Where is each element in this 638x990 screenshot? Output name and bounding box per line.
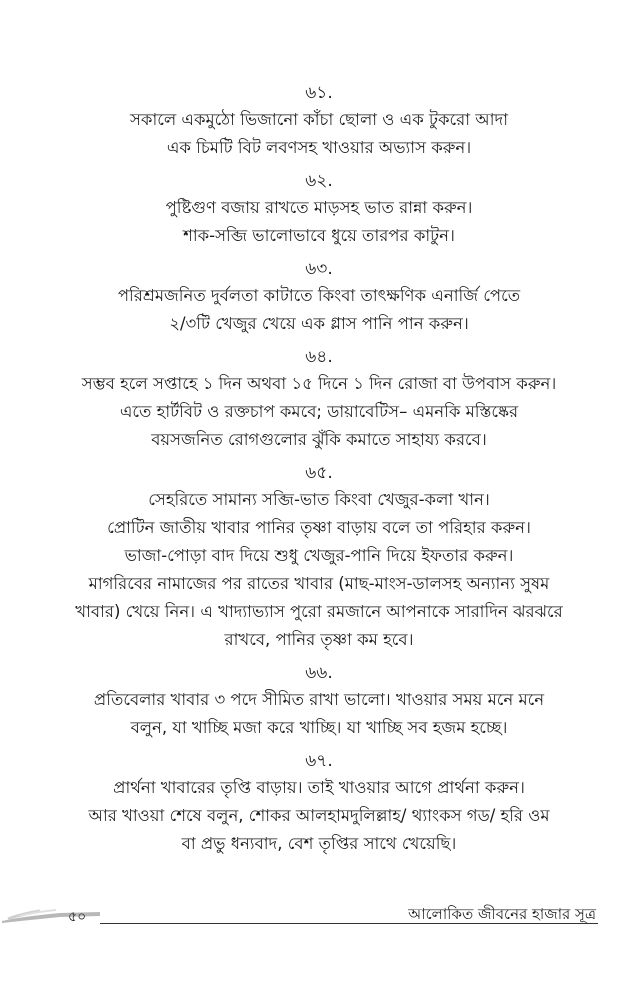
tip-64	[40, 344, 598, 454]
tip-63	[40, 256, 598, 338]
tip-number: ৬৩.	[305, 259, 333, 279]
tip-line: সকালে একমুঠো ভিজানো কাঁচা ছোলা ও এক টুকরো আদা	[130, 110, 508, 129]
tip-line: বা প্রভু ধন্যবাদ, বেশ তৃপ্তির সাথে খেয়েছি।	[181, 834, 457, 853]
tip-line: এতে হার্টবিট ও রক্তচাপ কমবে; ডায়াবেটিস– এমনকি মস্তিষ্কের	[119, 402, 519, 421]
tip-line: প্রতিবেলার খাবার ৩ পদে সীমিত রাখা ভালো। খাওয়ার সময় মনে মনে	[93, 690, 545, 709]
tip-line: পরিশ্রমজনিত দুর্বলতা কাটাতে কিংবা তাৎক্ষণিক এনার্জি পেতে	[117, 286, 521, 305]
page-number: ৫০	[68, 909, 87, 925]
tip-line: আর খাওয়া শেষে বলুন, শোকর আলহামদুলিল্লাহ/ থ্যাংকস গড/ হরি ওম	[88, 806, 550, 825]
tip-67	[40, 748, 598, 858]
tip-line: এক চিমটি বিট লবণসহ খাওয়ার অভ্যাস করুন।	[166, 138, 472, 157]
tip-line: প্রার্থনা খাবারের তৃপ্তি বাড়ায়। তাই খাওয়ার আগে প্রার্থনা করুন।	[113, 778, 525, 797]
tip-line: পুষ্টিগুণ বজায় রাখতে মাড়সহ ভাত রান্না করুন।	[165, 198, 473, 217]
tip-number: ৬৫.	[305, 463, 333, 483]
tip-number: ৬৬.	[305, 663, 333, 683]
tip-line: শাক-সব্জি ভালোভাবে ধুয়ে তারপর কাটুন।	[183, 226, 455, 245]
tips-list	[40, 80, 598, 864]
tip-62	[40, 168, 598, 250]
tip-line: মাগরিবের নামাজের পর রাতের খাবার (মাছ-মাংস-ডালসহ অন্যান্য সুষম	[88, 574, 550, 593]
tip-number: ৬১.	[305, 83, 333, 103]
page-footer	[0, 895, 638, 935]
tip-line: ২/৩টি খেজুর খেয়ে এক গ্লাস পানি পান করুন।	[169, 314, 469, 333]
tip-61	[40, 80, 598, 162]
tip-line: সেহরিতে সামান্য সব্জি-ভাত কিংবা খেজুর-কলা খান।	[148, 490, 490, 509]
tip-line: ভাজা-পোড়া বাদ দিয়ে শুধু খেজুর-পানি দিয়ে ইফতার করুন।	[124, 546, 514, 565]
tip-65	[40, 460, 598, 654]
tip-line: বলুন, যা খাচ্ছি মজা করে খাচ্ছি। যা খাচ্ছি সব হজম হচ্ছে।	[130, 718, 508, 737]
tip-line: রাখবে, পানির তৃষ্ণা কম হবে।	[224, 630, 414, 649]
decorative-swoosh-icon	[0, 895, 110, 935]
tip-line: খাবার) খেয়ে নিন। এ খাদ্যাভ্যাস পুরো রমজানে আপনাকে সারাদিন ঝরঝরে	[75, 602, 563, 621]
tip-line: বয়সজনিত রোগগুলোর ঝুঁকি কমাতে সাহায্য করবে।	[151, 430, 487, 449]
running-title: আলোকিত জীবনের হাজার সূত্র	[408, 905, 596, 923]
tip-line: প্রোটিন জাতীয় খাবার পানির তৃষ্ণা বাড়ায় বলে তা পরিহার করুন।	[107, 518, 531, 537]
tip-number: ৬৭.	[305, 751, 333, 771]
tip-number: ৬২.	[305, 171, 333, 191]
tip-number: ৬৪.	[305, 347, 333, 367]
tip-line: সম্ভব হলে সপ্তাহে ১ দিন অথবা ১৫ দিনে ১ দিন রোজা বা উপবাস করুন।	[81, 374, 557, 393]
tip-66	[40, 660, 598, 742]
